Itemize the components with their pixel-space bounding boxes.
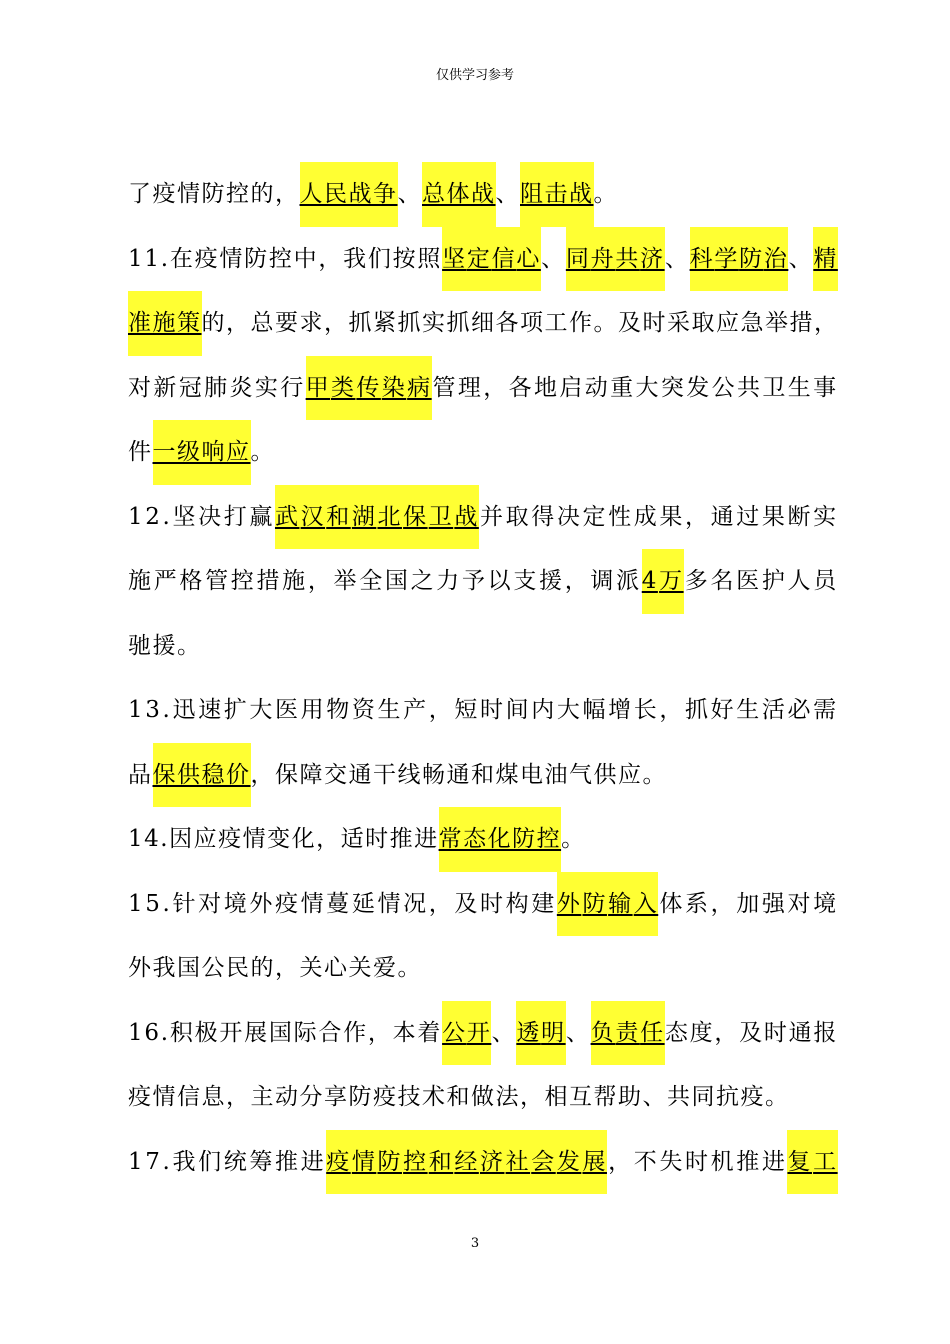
text-char: 1	[128, 1019, 145, 1046]
text-char: 护	[761, 568, 787, 594]
text-char: 情	[300, 890, 326, 917]
text-char: 合	[318, 1019, 343, 1046]
text-char: 1	[128, 1148, 145, 1175]
text-char: 进	[761, 1148, 787, 1175]
text-char: 总	[250, 310, 275, 336]
highlighted-char: 同	[566, 227, 591, 292]
text-char: 成	[633, 503, 659, 530]
text-char: 公	[711, 374, 737, 401]
text-char: 生	[736, 697, 761, 723]
highlighted-char: 战	[454, 485, 479, 550]
text-segment: 了疫情防控的，	[128, 181, 300, 207]
text-char: 延	[351, 890, 377, 917]
text-char: ，	[307, 568, 333, 594]
text-line	[128, 162, 838, 227]
text-char: 支	[513, 568, 538, 594]
highlighted-char: 染	[382, 356, 407, 421]
text-char: 按	[392, 245, 418, 272]
highlighted-char: 准	[128, 291, 153, 356]
text-char: 际	[293, 1019, 319, 1046]
text-char: 作	[343, 1019, 368, 1046]
text-line	[128, 227, 838, 292]
highlighted-char: 控	[403, 1130, 428, 1195]
text-char: 决	[198, 503, 223, 530]
highlighted-char: 策	[177, 291, 202, 356]
text-char: 名	[710, 568, 735, 594]
text-char: 推	[736, 1148, 761, 1175]
text-char: 派	[616, 568, 641, 594]
text-char: ，	[226, 310, 251, 336]
highlighted-char: 工	[813, 1130, 838, 1195]
highlighted-char: 信	[492, 227, 517, 292]
text-char: 性	[608, 503, 633, 530]
highlighted-char: 社	[506, 1130, 531, 1195]
highlighted-char: 学	[714, 227, 739, 292]
text-char: 机	[710, 1148, 736, 1175]
text-char: ，	[367, 1019, 393, 1046]
text-char: 6	[144, 1019, 161, 1046]
text-char: ，	[814, 310, 839, 336]
text-char: .	[160, 1019, 170, 1046]
text-line	[128, 614, 838, 679]
text-line	[128, 678, 838, 743]
text-char: 过	[736, 503, 761, 530]
text-char: 好	[710, 697, 736, 723]
text-char: 控	[230, 568, 256, 594]
text-char: ，	[428, 890, 454, 917]
text-char: 措	[789, 310, 814, 336]
text-char: 、	[491, 1019, 517, 1046]
text-char: 定	[582, 503, 607, 530]
text-char: 建	[531, 890, 556, 917]
text-char: 失	[659, 1148, 684, 1175]
text-char: 疫	[194, 245, 220, 272]
text-segment: 外我国公民的，关心关爱。	[128, 955, 422, 981]
text-char: 打	[223, 503, 249, 530]
text-char: 紧	[373, 310, 398, 336]
highlighted-char: 共	[615, 227, 640, 292]
text-char: .	[162, 697, 172, 723]
text-char: ，	[483, 374, 508, 401]
highlighted-char: 定	[467, 227, 492, 292]
text-char: 生	[787, 374, 813, 401]
text-char: ，	[710, 890, 736, 917]
text-char: 们	[367, 245, 393, 272]
text-char: 及	[618, 310, 643, 336]
text-char: 不	[633, 1148, 659, 1175]
highlighted-text: 一级响应	[153, 420, 251, 485]
text-line	[128, 356, 838, 421]
highlighted-char: 情	[352, 1130, 377, 1195]
text-char: ，	[714, 1019, 739, 1046]
text-char: 开	[219, 1019, 244, 1046]
text-line	[128, 549, 838, 614]
highlighted-char: 济	[640, 227, 665, 292]
text-char: 们	[198, 1148, 223, 1175]
highlighted-char: 防	[377, 1130, 402, 1195]
text-char: 国	[384, 568, 410, 594]
text-segment: 、	[397, 181, 422, 207]
text-char: ，	[684, 503, 710, 530]
text-char: 7	[145, 1148, 162, 1175]
text-char: 、	[788, 245, 814, 272]
text-segment: 疫情信息，主动分享防疫技术和做法，相互帮助、共同抗疫。	[128, 1084, 790, 1110]
text-char: 态	[664, 1019, 690, 1046]
text-char: 工	[544, 310, 569, 336]
text-segment: 、	[495, 181, 520, 207]
text-char: 1	[128, 503, 145, 530]
text-char: 时	[763, 1019, 789, 1046]
text-char: 境	[813, 890, 838, 917]
text-char: 物	[326, 697, 351, 723]
text-char: .	[162, 503, 172, 530]
text-char: 统	[223, 1148, 249, 1175]
text-char: 筹	[249, 1148, 274, 1175]
text-char: ，	[659, 697, 684, 723]
highlighted-char: 甲	[306, 356, 331, 421]
highlighted-char: 透	[516, 1001, 541, 1066]
text-char: 本	[392, 1019, 418, 1046]
text-char: 度	[689, 1019, 715, 1046]
highlighted-char: 经	[454, 1130, 479, 1195]
text-char: 采	[667, 310, 692, 336]
text-char: 加	[736, 890, 761, 917]
text-char: 卫	[762, 374, 787, 401]
text-char: 用	[300, 697, 326, 723]
text-char: 炎	[229, 374, 254, 401]
text-char: 得	[531, 503, 556, 530]
text-segment: 。	[593, 181, 618, 207]
text-char: 时	[479, 890, 505, 917]
text-char: ，	[318, 245, 343, 272]
text-char: 大	[635, 374, 660, 401]
text-char: .	[162, 1148, 172, 1175]
text-char: 进	[300, 1148, 326, 1175]
text-char: 通	[710, 503, 736, 530]
highlighted-text: 人民战争	[300, 162, 398, 227]
document-body	[128, 162, 838, 1194]
highlighted-char: 保	[403, 485, 428, 550]
text-char: 各	[508, 374, 534, 401]
text-char: 措	[256, 568, 281, 594]
highlighted-char: 4	[642, 549, 658, 614]
highlighted-char: 输	[608, 872, 633, 937]
text-char: 大	[249, 697, 274, 723]
text-char: 重	[610, 374, 635, 401]
text-char: 实	[254, 374, 280, 401]
highlighted-char: 万	[659, 549, 684, 614]
highlighted-char: 湖	[352, 485, 377, 550]
highlighted-char: 防	[582, 872, 607, 937]
text-char: 幅	[582, 697, 607, 723]
text-char: 对	[128, 374, 153, 401]
text-char: 冠	[178, 374, 204, 401]
highlighted-char: 科	[690, 227, 715, 292]
text-char: 通	[788, 1019, 814, 1046]
text-char: 细	[471, 310, 496, 336]
text-char: 间	[505, 697, 531, 723]
text-char: 并	[479, 503, 505, 530]
text-char: 抓	[684, 697, 710, 723]
text-char: 之	[410, 568, 436, 594]
text-char: 时	[479, 697, 505, 723]
text-char: 员	[813, 568, 838, 594]
text-char: .	[162, 890, 172, 917]
text-char: 报	[813, 1019, 838, 1046]
text-char: 展	[244, 1019, 269, 1046]
text-char: 1	[128, 245, 145, 272]
text-char: ，	[608, 1148, 633, 1175]
text-char: 格	[179, 568, 204, 594]
text-char: 扩	[223, 697, 249, 723]
text-char: 强	[761, 890, 787, 917]
text-char: 5	[145, 890, 162, 917]
text-char: 的	[201, 310, 226, 336]
text-line	[128, 807, 838, 872]
text-segment: ，保障交通干线畅通和煤电油气供应。	[250, 761, 667, 788]
highlighted-char: 发	[557, 1130, 582, 1195]
text-char: 管	[432, 374, 457, 401]
text-char: 、	[541, 245, 566, 272]
highlighted-char: 治	[764, 227, 789, 292]
text-char: 作	[569, 310, 594, 336]
text-char: 国	[268, 1019, 294, 1046]
text-char: 举	[765, 310, 790, 336]
page-number: 3	[470, 1236, 480, 1251]
text-char: 时	[684, 1148, 710, 1175]
highlighted-char: 任	[640, 1001, 665, 1066]
highlighted-char: 明	[541, 1001, 566, 1066]
highlighted-char: 负	[591, 1001, 616, 1066]
highlighted-char: 精	[813, 227, 838, 292]
highlighted-char: 心	[516, 227, 541, 292]
text-segment: 。	[250, 439, 275, 465]
page-header: 仅供学习参考	[435, 68, 514, 83]
text-char: 对	[787, 890, 812, 917]
highlighted-char: 卫	[429, 485, 454, 550]
text-char: 针	[172, 890, 197, 917]
text-char: 况	[403, 890, 428, 917]
highlighted-char: 汉	[301, 485, 326, 550]
text-line	[128, 1065, 838, 1130]
text-char: 发	[686, 374, 711, 401]
text-line	[128, 872, 838, 937]
highlighted-char: 和	[326, 485, 351, 550]
text-char: 果	[659, 503, 684, 530]
text-char: 对	[198, 890, 223, 917]
highlighted-char: 展	[582, 1130, 607, 1195]
text-line	[128, 485, 838, 550]
highlighted-char: 传	[356, 356, 381, 421]
text-char: 时	[642, 310, 667, 336]
text-char: 管	[205, 568, 230, 594]
highlighted-text: 保供稳价	[153, 743, 251, 808]
text-char: 求	[299, 310, 324, 336]
highlighted-char: 防	[739, 227, 764, 292]
highlighted-char: 济	[480, 1130, 505, 1195]
text-char: 需	[813, 697, 838, 723]
text-char: 在	[169, 245, 195, 272]
text-char: 产	[403, 697, 428, 723]
highlighted-char: 复	[787, 1130, 812, 1195]
text-char: 控	[268, 245, 294, 272]
text-char: 坚	[172, 503, 197, 530]
text-char: 、	[664, 245, 690, 272]
text-char: 增	[608, 697, 633, 723]
text-char: 急	[740, 310, 765, 336]
text-line	[128, 936, 838, 1001]
text-char: 、	[565, 1019, 591, 1046]
text-char: 蔓	[326, 890, 351, 917]
text-char: 动	[584, 374, 610, 401]
highlighted-text: 总体战	[422, 162, 496, 227]
text-char: ，	[428, 697, 454, 723]
highlighted-char: 坚	[442, 227, 467, 292]
text-char: 决	[556, 503, 582, 530]
text-char: 2	[145, 503, 162, 530]
text-char: 举	[333, 568, 358, 594]
text-char: 新	[153, 374, 178, 401]
text-char: 及	[454, 890, 479, 917]
text-char: 我	[343, 245, 368, 272]
text-char: 理	[457, 374, 483, 401]
text-char: 果	[761, 503, 787, 530]
text-line	[128, 1001, 838, 1066]
text-line	[128, 1130, 838, 1195]
text-char: 疫	[274, 890, 300, 917]
text-char: ，	[564, 568, 590, 594]
highlighted-char: 开	[467, 1001, 492, 1066]
text-char: 以	[487, 568, 513, 594]
text-char: 情	[219, 245, 244, 272]
text-line	[128, 291, 838, 356]
text-char: 推	[274, 1148, 300, 1175]
text-char: 启	[559, 374, 584, 401]
text-char: 应	[716, 310, 741, 336]
text-char: 长	[633, 697, 659, 723]
text-char: 及	[739, 1019, 764, 1046]
text-char: 体	[659, 890, 684, 917]
text-char: 1	[128, 890, 145, 917]
text-char: 医	[274, 697, 300, 723]
highlighted-char: 病	[407, 356, 432, 421]
highlighted-char: 北	[377, 485, 402, 550]
text-char: 照	[417, 245, 442, 272]
text-char: 外	[249, 890, 274, 917]
text-char: 突	[660, 374, 686, 401]
text-char: 着	[417, 1019, 442, 1046]
text-char: 极	[194, 1019, 220, 1046]
text-char: 抓	[397, 310, 422, 336]
text-char: 生	[377, 697, 402, 723]
text-char: 多	[684, 568, 710, 594]
text-char: .	[160, 245, 170, 272]
text-char: 大	[556, 697, 582, 723]
text-char: 力	[436, 568, 461, 594]
highlighted-char: 舟	[591, 227, 616, 292]
text-char: 要	[275, 310, 300, 336]
text-char: 赢	[249, 503, 274, 530]
text-char: 各	[495, 310, 520, 336]
highlighted-char: 和	[429, 1130, 454, 1195]
text-char: 速	[198, 697, 223, 723]
text-segment: 驰援。	[128, 632, 202, 659]
text-line	[128, 743, 838, 808]
text-char: 施	[282, 568, 307, 594]
text-char: 事	[813, 374, 838, 401]
text-char: 活	[761, 697, 787, 723]
text-segment: 14.因应疫情变化，适时推进	[128, 826, 439, 852]
text-char: 短	[454, 697, 479, 723]
text-char: 1	[144, 245, 161, 272]
highlighted-char: 武	[275, 485, 300, 550]
text-char: 项	[520, 310, 545, 336]
text-char: 行	[280, 374, 305, 401]
text-char: 积	[169, 1019, 195, 1046]
text-line	[128, 420, 838, 485]
text-char: 援	[539, 568, 564, 594]
text-char: 必	[787, 697, 812, 723]
text-char: 构	[505, 890, 531, 917]
text-char: 迅	[172, 697, 197, 723]
text-char: 中	[293, 245, 319, 272]
text-char: 我	[172, 1148, 197, 1175]
text-segment: 。	[561, 826, 586, 852]
text-char: 抓	[348, 310, 373, 336]
text-char: 1	[128, 697, 145, 723]
text-char: 资	[351, 697, 377, 723]
highlighted-char: 入	[634, 872, 659, 937]
highlighted-text: 常态化防控	[439, 807, 562, 872]
text-char: 施	[128, 568, 153, 594]
highlighted-char: 疫	[326, 1130, 351, 1195]
text-char: 防	[244, 245, 269, 272]
text-char: 严	[153, 568, 179, 594]
text-char: 实	[813, 503, 838, 530]
text-char: 调	[590, 568, 615, 594]
highlighted-char: 外	[557, 872, 582, 937]
text-segment: 件	[128, 439, 153, 465]
text-char: 断	[787, 503, 812, 530]
highlighted-char: 会	[531, 1130, 556, 1195]
text-char: 地	[534, 374, 559, 401]
text-char: 肺	[204, 374, 229, 401]
text-char: 抓	[446, 310, 471, 336]
text-char: 予	[461, 568, 487, 594]
highlighted-text: 阻击战	[520, 162, 594, 227]
text-char: 取	[691, 310, 716, 336]
text-char: 情	[377, 890, 402, 917]
text-char: 境	[223, 890, 249, 917]
highlighted-char: 类	[331, 356, 356, 421]
highlighted-char: 公	[442, 1001, 467, 1066]
text-char: 实	[422, 310, 447, 336]
highlighted-char: 施	[153, 291, 178, 356]
text-segment: 品	[128, 761, 153, 788]
text-char: 。	[593, 310, 618, 336]
text-char: ，	[324, 310, 349, 336]
text-char: 共	[737, 374, 762, 401]
text-char: 全	[359, 568, 384, 594]
text-char: 取	[505, 503, 531, 530]
text-char: 医	[736, 568, 761, 594]
text-char: 人	[787, 568, 813, 594]
text-char: 3	[145, 697, 162, 723]
text-char: 系	[684, 890, 710, 917]
highlighted-char: 责	[615, 1001, 640, 1066]
text-char: 内	[531, 697, 556, 723]
